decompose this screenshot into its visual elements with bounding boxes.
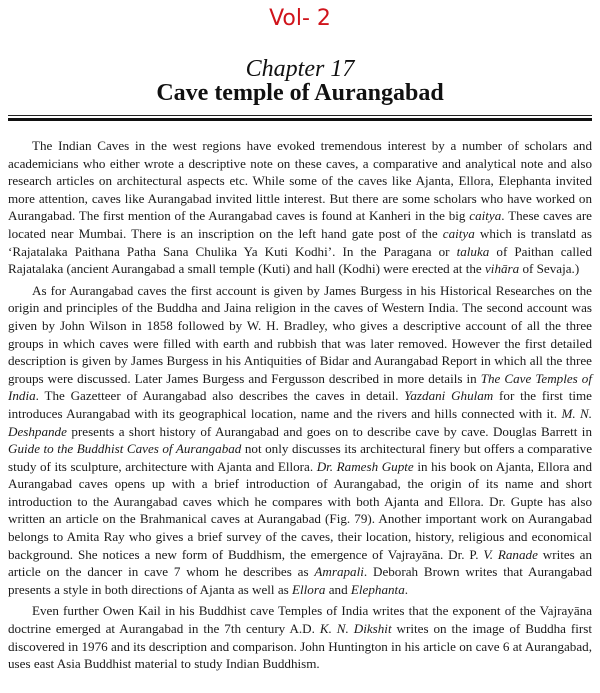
text-run: in his book on Ajanta, Ellora and Aurangabad caves opens up with a brief introduction of Aurangabad, the origin of its name and short introduction to the Aurangabad caves which he compares with both Ajanta and Ellora. Dr. Gupte has also written an article on the Brahmanical caves at Aurangabad (Fig. 79). Another important work on Aurangabad belongs to Amita Ray who gives a brief survey of the caves, their location, history, religious and economical background. She notices a new form of Buddhism, the emergence of Vajrayāna. Dr. P.: [8, 458, 592, 562]
text-run: As for Aurangabad caves the first account is given by James Burgess in his Historical Researches on the origin and principles of the Buddha and Jaina religion in the caves of Western India. The second account was given by John Wilson in 1858 followed by W. H. Bradley, who gives a descriptive account of all the three groups in which caves were filled with earth and rubbish that was later removed. However the first detailed description is given by James Burgess in his Antiquities of Bidar and Aurangabad Report in which all the three groups were discussed. Later James Burgess and Fergusson described in more details in: [8, 282, 592, 386]
chapter-title: Cave temple of Aurangabad: [156, 80, 444, 106]
text-run: of Sevaja.): [519, 261, 580, 277]
text-run: not only discusses its architectural finery but offers a comparative study of its sculpture, architecture with Ajanta and Ellora.: [8, 441, 593, 474]
text-run: writes on the image of Buddha first discovered in 1976 and its description and comparison. John Huntington in his article on cave 6 at Aurangabad, uses east Asia Buddhist material to study Indian Buddhism.: [8, 621, 593, 672]
paragraph-3: [8, 602, 592, 672]
text-run: . Deborah Brown writes that Aurangabad presents a style in both directions of Ajanta as well as: [8, 564, 592, 597]
text-run: Even further Owen Kail in his Buddhist cave Temples of India writes that the exponent of the Vajrayāna doctrine emerged at Aurangabad in the 7th century A.D.: [8, 603, 592, 637]
chapter-number: Chapter 17: [245, 56, 355, 82]
text-run: presents a short history of Aurangabad and goes on to describe cave by cave. Douglas Barrett in: [66, 423, 592, 439]
title-rule-thick: [8, 118, 592, 121]
italic-term: Yazdani Ghulam: [404, 388, 494, 404]
text-run: of Paithan called Rajatalaka (ancient Aurangabad a small temple (Kuti) and hall (Kodhi) were erected at the: [8, 243, 592, 277]
italic-term: V. Ranade: [483, 546, 538, 562]
volume-label: Vol- 2: [269, 6, 331, 31]
text-run: writes an article on the dancer in cave 7 whom he describes as: [8, 546, 593, 580]
italic-term: taluka: [456, 243, 490, 259]
text-run: .: [404, 581, 409, 597]
text-run: . These caves are located near Mumbai. There is an inscription on the left hand gate post of the: [8, 208, 592, 241]
italic-term: caitya: [442, 225, 475, 241]
text-run: and: [325, 581, 351, 597]
text-run: . The Gazetteer of Aurangabad also describes the caves in detail.: [35, 388, 405, 404]
italic-term: caitya: [469, 208, 502, 224]
italic-term: Dr. Ramesh Gupte: [316, 458, 414, 474]
italic-term: Elephanta: [350, 581, 405, 597]
italic-term: Amrapali: [314, 564, 364, 580]
paragraph-2: [8, 282, 592, 599]
italic-term: Guide to the Buddhist Caves of Aurangabad: [8, 441, 242, 457]
italic-term: Ellora: [292, 581, 326, 597]
italic-term: K. N. Dikshit: [319, 621, 392, 637]
text-run: The Indian Caves in the west regions have evoked tremendous interest by a number of scholars and academicians who either wrote a descriptive note on these caves, a comparative and analytical note and also research articles on architectural aspects etc. While some of the caves like Ajanta, Ellora, Elephanta invited more attention, caves like Aurangabad invited little interest. But there are some scholars who have worked on Aurangabad. The first mention of the Aurangabad caves is found at Kanheri in the big: [8, 138, 592, 224]
italic-term: The Cave Temples of India: [8, 370, 592, 404]
paragraph-1: [8, 137, 592, 278]
text-run: which is translatd as ‘Rajatalaka Paithana Patha Sana Chulika Ya Kuti Kodhi’. In the Paragana or: [8, 225, 593, 259]
title-rule-thin: [8, 115, 592, 116]
text-run: for the first time introduces Aurangabad with its geographical location, name and the rivers and hills connected with it.: [8, 388, 592, 421]
body-text: [8, 137, 592, 677]
italic-term: M. N. Deshpande: [8, 405, 592, 439]
italic-term: vihāra: [485, 261, 520, 277]
